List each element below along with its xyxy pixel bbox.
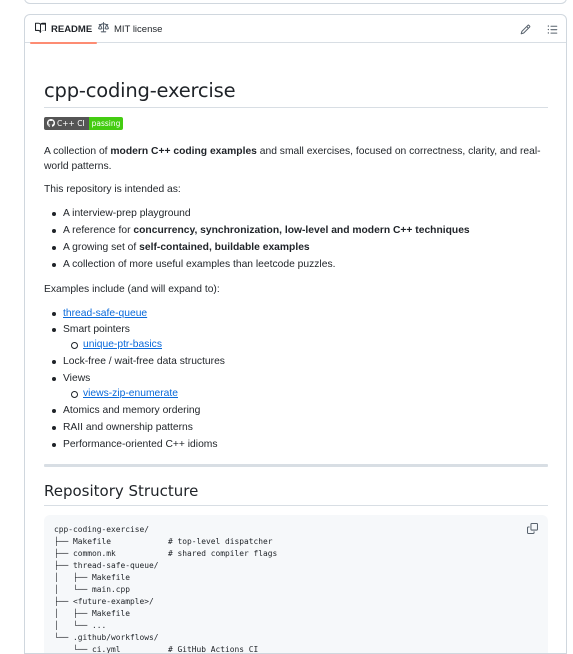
- link-thread-safe-queue[interactable]: thread-safe-queue: [63, 308, 148, 319]
- list-item: Atomics and memory ordering: [63, 405, 201, 416]
- readme-title: cpp-coding-exercise: [44, 79, 236, 102]
- tab-mit-license[interactable]: [98, 15, 162, 43]
- intro-paragraph: A collection of modern C++ coding examples and small exercises, focused on correctness, clarity, and real-world patterns.: [44, 146, 541, 172]
- tab-readme-label: README: [51, 23, 93, 35]
- github-icon: [47, 119, 55, 129]
- list-icon[interactable]: [546, 23, 558, 35]
- examples-heading: Examples include (and will expand to):: [44, 284, 220, 295]
- structure-heading: Repository Structure: [44, 482, 199, 500]
- code-block: [44, 515, 548, 654]
- code-content: cpp-coding-exercise/ ├── Makefile # top-level dispatcher ├── common.mk # shared compiler flags ├── thread-safe-queue/ │ ├── Makefile │ └── main.cpp ├── <future-example>/ │ ├── Makefile │ └── ... └── .github/workflows/ └── ci.yml # GitHub Actions CI: [54, 525, 278, 654]
- scale-icon: [98, 22, 109, 36]
- list-item: A collection of more useful examples than leetcode puzzles.: [63, 259, 336, 270]
- list-item: A growing set of self-contained, buildable examples: [63, 242, 310, 253]
- title-divider: [44, 107, 548, 108]
- list-item: Lock-free / wait-free data structures: [63, 356, 225, 367]
- list-item: Views: [63, 373, 91, 384]
- readme-panel: [24, 14, 567, 654]
- list-item: A reference for concurrency, synchronization, low-level and modern C++ techniques: [63, 225, 470, 236]
- list-item: [63, 307, 147, 321]
- ci-badge-status: passing: [89, 117, 124, 130]
- list-item: Smart pointers: [63, 324, 130, 335]
- readme-tabs: [25, 15, 566, 43]
- list-item: RAII and ownership patterns: [63, 422, 193, 433]
- previous-panel-edge: [24, 0, 567, 4]
- ci-badge[interactable]: [44, 117, 123, 130]
- pencil-icon[interactable]: [519, 23, 531, 35]
- list-item: A interview-prep playground: [63, 208, 191, 219]
- intended-heading: This repository is intended as:: [44, 184, 181, 195]
- structure-divider: [44, 505, 548, 506]
- section-separator: [44, 464, 548, 467]
- tab-readme[interactable]: [35, 15, 92, 43]
- link-views-zip-enumerate[interactable]: views-zip-enumerate: [83, 388, 178, 399]
- ci-badge-label: C++ CI: [44, 117, 89, 130]
- list-item: [83, 338, 162, 352]
- copy-icon[interactable]: [527, 523, 539, 535]
- link-unique-ptr-basics[interactable]: unique-ptr-basics: [83, 339, 162, 350]
- list-item: Performance-oriented C++ idioms: [63, 439, 218, 450]
- readme-toolbar: [519, 15, 558, 43]
- list-item: [83, 387, 178, 401]
- tab-license-label: MIT license: [114, 23, 163, 35]
- book-icon: [35, 22, 46, 36]
